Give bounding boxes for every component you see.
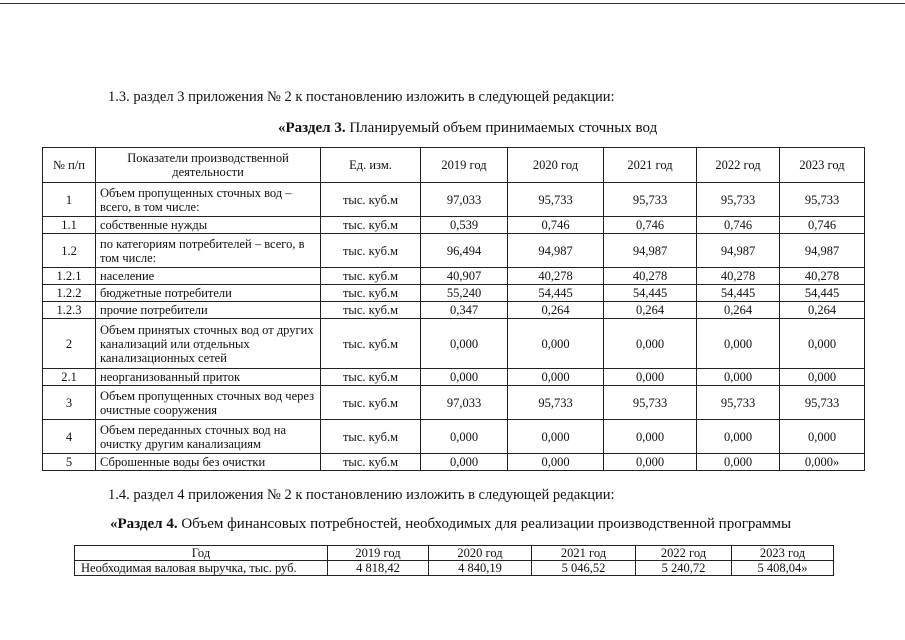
- table-row: [43, 217, 865, 234]
- cell-2022: 94,987: [697, 234, 780, 268]
- table-row: [43, 420, 865, 454]
- cell-2022: 95,733: [697, 183, 780, 217]
- section-3-heading: [278, 120, 657, 137]
- cell-2019: 97,033: [421, 183, 508, 217]
- cell-2021: 0,746: [604, 217, 697, 234]
- cell-2019: 96,494: [421, 234, 508, 268]
- table-header-row: [43, 148, 865, 183]
- cell-number: 2: [43, 319, 96, 369]
- cell-2021: 54,445: [604, 285, 697, 302]
- cell-indicator: неорганизованный приток: [96, 369, 321, 386]
- table-row: [43, 386, 865, 420]
- cell-2019: 0,347: [421, 302, 508, 319]
- cell-2022: 40,278: [697, 268, 780, 285]
- cell-unit: тыс. куб.м: [321, 285, 421, 302]
- cell-2021: 95,733: [604, 183, 697, 217]
- cell-unit: тыс. куб.м: [321, 454, 421, 471]
- cell-2022: 0,000: [697, 420, 780, 454]
- table-row: [43, 369, 865, 386]
- cell-indicator: Объем пропущенных сточных вод – всего, в том числе:: [96, 183, 321, 217]
- cell-unit: тыс. куб.м: [321, 183, 421, 217]
- cell-2019: 0,000: [421, 420, 508, 454]
- col-header-number: № п/п: [43, 148, 96, 183]
- cell-2020: 54,445: [508, 285, 604, 302]
- cell-2020: 94,987: [508, 234, 604, 268]
- page-top-border: [0, 3, 905, 4]
- col-header-2021: 2021 год: [604, 148, 697, 183]
- cell-2023: 95,733: [780, 386, 865, 420]
- col-header-2023: 2023 год: [732, 546, 834, 561]
- cell-number: 5: [43, 454, 96, 471]
- cell-number: 1.2.2: [43, 285, 96, 302]
- cell-number: 1.2.1: [43, 268, 96, 285]
- cell-indicator: бюджетные потребители: [96, 285, 321, 302]
- cell-2021: 0,000: [604, 319, 697, 369]
- cell-2022: 95,733: [697, 386, 780, 420]
- cell-2022: 54,445: [697, 285, 780, 302]
- cell-indicator: население: [96, 268, 321, 285]
- cell-2022: 0,000: [697, 319, 780, 369]
- paragraph-1-4: 1.4. раздел 4 приложения № 2 к постановлению изложить в следующей редакции:: [108, 487, 615, 503]
- cell-2019: 40,907: [421, 268, 508, 285]
- cell-unit: тыс. куб.м: [321, 268, 421, 285]
- col-header-2020: 2020 год: [508, 148, 604, 183]
- wastewater-volume-table: [42, 147, 865, 471]
- cell-indicator: Объем переданных сточных вод на очистку другим канализациям: [96, 420, 321, 454]
- cell-2020: 4 840,19: [429, 561, 532, 576]
- cell-2019: 0,000: [421, 369, 508, 386]
- col-header-indicator: Показатели производственной деятельности: [96, 148, 321, 183]
- col-header-2022: 2022 год: [697, 148, 780, 183]
- cell-2020: 95,733: [508, 183, 604, 217]
- cell-2021: 5 046,52: [532, 561, 636, 576]
- cell-2023: 0,264: [780, 302, 865, 319]
- cell-unit: тыс. куб.м: [321, 369, 421, 386]
- paragraph-1-3: 1.3. раздел 3 приложения № 2 к постановлению изложить в следующей редакции:: [108, 89, 615, 105]
- cell-2020: 95,733: [508, 386, 604, 420]
- cell-2022: 0,000: [697, 369, 780, 386]
- cell-indicator: Сброшенные воды без очистки: [96, 454, 321, 471]
- table-row: [43, 454, 865, 471]
- row-label: Необходимая валовая выручка, тыс. руб.: [75, 561, 328, 576]
- cell-2021: 95,733: [604, 386, 697, 420]
- cell-2021: 0,000: [604, 369, 697, 386]
- cell-unit: тыс. куб.м: [321, 386, 421, 420]
- cell-unit: тыс. куб.м: [321, 302, 421, 319]
- cell-2019: 55,240: [421, 285, 508, 302]
- cell-2019: 0,539: [421, 217, 508, 234]
- section-4-heading-text: Объем финансовых потребностей, необходимых для реализации производственной программы: [177, 516, 792, 532]
- cell-2019: 0,000: [421, 319, 508, 369]
- table-row: [43, 319, 865, 369]
- cell-2020: 0,000: [508, 420, 604, 454]
- col-header-2019: 2019 год: [421, 148, 508, 183]
- cell-2023: 40,278: [780, 268, 865, 285]
- cell-indicator: Объем принятых сточных вод от других канализаций или отдельных канализационных сетей: [96, 319, 321, 369]
- section-3-heading-bold: «Раздел 3.: [278, 120, 346, 136]
- col-header-2023: 2023 год: [780, 148, 865, 183]
- cell-2023: 95,733: [780, 183, 865, 217]
- col-header-2020: 2020 год: [429, 546, 532, 561]
- cell-2023: 54,445: [780, 285, 865, 302]
- cell-2019: 97,033: [421, 386, 508, 420]
- section-3-heading-text: Планируемый объем принимаемых сточных вод: [345, 120, 658, 136]
- cell-2021: 0,000: [604, 420, 697, 454]
- cell-2022: 5 240,72: [636, 561, 732, 576]
- cell-number: 3: [43, 386, 96, 420]
- cell-2020: 0,000: [508, 319, 604, 369]
- cell-2021: 0,264: [604, 302, 697, 319]
- cell-2020: 0,000: [508, 369, 604, 386]
- table-header-row: [75, 546, 834, 561]
- cell-unit: тыс. куб.м: [321, 234, 421, 268]
- cell-2022: 0,000: [697, 454, 780, 471]
- cell-indicator: собственные нужды: [96, 217, 321, 234]
- section-4-heading-bold: «Раздел 4.: [110, 516, 178, 532]
- col-header-2021: 2021 год: [532, 546, 636, 561]
- cell-number: 1.1: [43, 217, 96, 234]
- cell-2019: 4 818,42: [328, 561, 429, 576]
- cell-number: 1: [43, 183, 96, 217]
- table-row: [43, 268, 865, 285]
- cell-2023: 0,000: [780, 369, 865, 386]
- cell-unit: тыс. куб.м: [321, 217, 421, 234]
- cell-2020: 0,000: [508, 454, 604, 471]
- cell-number: 1.2: [43, 234, 96, 268]
- col-header-year: Год: [75, 546, 328, 561]
- cell-2023: 0,000: [780, 319, 865, 369]
- col-header-2022: 2022 год: [636, 546, 732, 561]
- table-row: [43, 302, 865, 319]
- cell-2023: 0,746: [780, 217, 865, 234]
- cell-2023: 94,987: [780, 234, 865, 268]
- cell-2023: 0,000»: [780, 454, 865, 471]
- cell-2023: 0,000: [780, 420, 865, 454]
- section-4-heading: [110, 516, 791, 533]
- table-row: [75, 561, 834, 576]
- cell-2021: 40,278: [604, 268, 697, 285]
- col-header-unit: Ед. изм.: [321, 148, 421, 183]
- cell-2020: 0,746: [508, 217, 604, 234]
- cell-2020: 40,278: [508, 268, 604, 285]
- cell-2021: 0,000: [604, 454, 697, 471]
- table-row: [43, 285, 865, 302]
- table-row: [43, 234, 865, 268]
- cell-number: 2.1: [43, 369, 96, 386]
- financial-needs-table: [74, 545, 834, 576]
- table-row: [43, 183, 865, 217]
- cell-indicator: по категориям потребителей – всего, в том числе:: [96, 234, 321, 268]
- cell-2022: 0,264: [697, 302, 780, 319]
- cell-2021: 94,987: [604, 234, 697, 268]
- cell-unit: тыс. куб.м: [321, 319, 421, 369]
- cell-unit: тыс. куб.м: [321, 420, 421, 454]
- cell-number: 4: [43, 420, 96, 454]
- cell-number: 1.2.3: [43, 302, 96, 319]
- cell-2020: 0,264: [508, 302, 604, 319]
- cell-indicator: прочие потребители: [96, 302, 321, 319]
- cell-2022: 0,746: [697, 217, 780, 234]
- col-header-2019: 2019 год: [328, 546, 429, 561]
- cell-2023: 5 408,04»: [732, 561, 834, 576]
- cell-2019: 0,000: [421, 454, 508, 471]
- cell-indicator: Объем пропущенных сточных вод через очистные сооружения: [96, 386, 321, 420]
